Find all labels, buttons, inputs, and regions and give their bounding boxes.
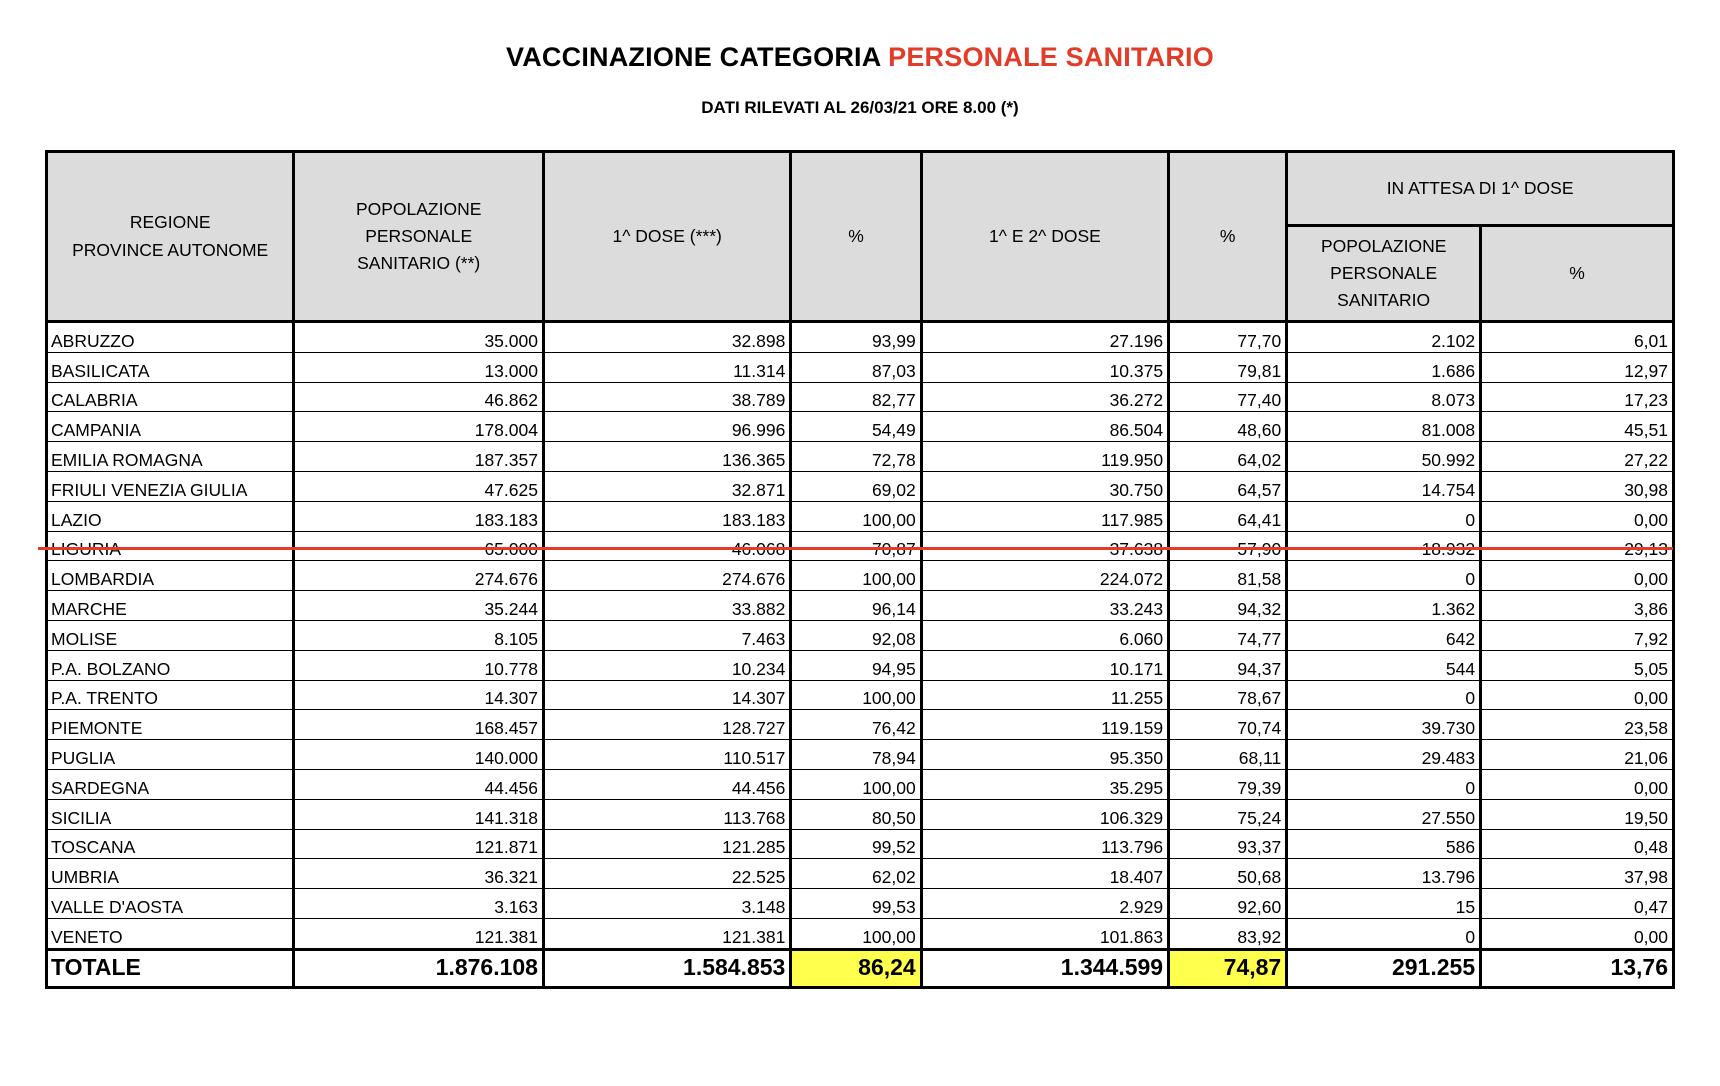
cell-value: 79,81: [1169, 352, 1287, 382]
table-row: [47, 322, 1674, 353]
red-underline-mark: [38, 547, 1673, 550]
table-row: [47, 352, 1674, 382]
cell-value: 3,86: [1481, 591, 1674, 621]
region-name: P.A. BOLZANO: [47, 650, 294, 680]
cell-value: [294, 531, 544, 561]
total-value: 74,87: [1169, 949, 1287, 987]
cell-value: 0: [1287, 501, 1481, 531]
cell-value: 79,39: [1169, 769, 1287, 799]
table-row: [47, 740, 1674, 770]
cell-value: 8.105: [294, 620, 544, 650]
cell-value: 82,77: [791, 382, 921, 412]
cell-value: 77,40: [1169, 382, 1287, 412]
cell-value: 0: [1287, 680, 1481, 710]
cell-value: 30.750: [921, 471, 1168, 501]
cell-value: 14.754: [1287, 471, 1481, 501]
cell-value: 83,92: [1169, 918, 1287, 949]
table-row: [47, 382, 1674, 412]
title-red: PERSONALE SANITARIO: [888, 42, 1214, 72]
region-name: P.A. TRENTO: [47, 680, 294, 710]
table-row: [47, 710, 1674, 740]
cell-value: 22.525: [543, 859, 790, 889]
cell-value: [1287, 531, 1481, 561]
cell-value: 2.929: [921, 889, 1168, 919]
header-pct2: %: [1169, 152, 1287, 322]
table-row: [47, 591, 1674, 621]
total-value: 1.876.108: [294, 949, 544, 987]
cell-value: 32.871: [543, 471, 790, 501]
cell-value: 7.463: [543, 620, 790, 650]
cell-value: 50,68: [1169, 859, 1287, 889]
cell-value: 1.686: [1287, 352, 1481, 382]
cell-value: 21,06: [1481, 740, 1674, 770]
region-name: ABRUZZO: [47, 322, 294, 353]
cell-value: 75,24: [1169, 799, 1287, 829]
cell-value: 37,98: [1481, 859, 1674, 889]
cell-value: 119.159: [921, 710, 1168, 740]
cell-value: 183.183: [543, 501, 790, 531]
cell-value: 5,05: [1481, 650, 1674, 680]
total-label: TOTALE: [47, 949, 294, 987]
cell-value: 33.243: [921, 591, 1168, 621]
cell-value: 121.285: [543, 829, 790, 859]
cell-value: 113.768: [543, 799, 790, 829]
cell-value: 93,99: [791, 322, 921, 353]
cell-value: 64,41: [1169, 501, 1287, 531]
cell-value: 7,92: [1481, 620, 1674, 650]
cell-value: 99,53: [791, 889, 921, 919]
table-row: [47, 501, 1674, 531]
cell-value: 80,50: [791, 799, 921, 829]
cell-value: [543, 531, 790, 561]
region-name: BASILICATA: [47, 352, 294, 382]
cell-value: 187.357: [294, 442, 544, 472]
header-dose12: 1^ E 2^ DOSE: [921, 152, 1168, 322]
cell-value: 117.985: [921, 501, 1168, 531]
cell-value: 46.862: [294, 382, 544, 412]
cell-value: 119.950: [921, 442, 1168, 472]
table-row: [47, 918, 1674, 949]
cell-value: 121.871: [294, 829, 544, 859]
region-name: [47, 531, 294, 561]
cell-value: 0,48: [1481, 829, 1674, 859]
cell-value: 100,00: [791, 769, 921, 799]
cell-value: 99,52: [791, 829, 921, 859]
cell-value: 106.329: [921, 799, 1168, 829]
cell-value: 95.350: [921, 740, 1168, 770]
cell-value: 36.272: [921, 382, 1168, 412]
table-row: [47, 531, 1674, 561]
table-row: [47, 412, 1674, 442]
total-value: 291.255: [1287, 949, 1481, 987]
region-name: PIEMONTE: [47, 710, 294, 740]
table-row: [47, 650, 1674, 680]
table-row: [47, 620, 1674, 650]
cell-value: 0: [1287, 561, 1481, 591]
page-title: [0, 42, 1720, 73]
cell-value: 0,00: [1481, 769, 1674, 799]
table-row: [47, 769, 1674, 799]
cell-value: [1481, 531, 1674, 561]
cell-value: 100,00: [791, 561, 921, 591]
cell-value: 100,00: [791, 501, 921, 531]
cell-value: 224.072: [921, 561, 1168, 591]
cell-value: 10.171: [921, 650, 1168, 680]
cell-value: 32.898: [543, 322, 790, 353]
cell-value: 13.000: [294, 352, 544, 382]
cell-value: 0,00: [1481, 918, 1674, 949]
cell-value: 23,58: [1481, 710, 1674, 740]
cell-value: 35.295: [921, 769, 1168, 799]
cell-value: 140.000: [294, 740, 544, 770]
cell-value: 10.778: [294, 650, 544, 680]
cell-value: 11.314: [543, 352, 790, 382]
region-name: VALLE D'AOSTA: [47, 889, 294, 919]
header-dose1: 1^ DOSE (***): [543, 152, 790, 322]
table-row: [47, 829, 1674, 859]
header-waiting-pct: %: [1481, 226, 1674, 322]
total-value: 1.344.599: [921, 949, 1168, 987]
cell-value: 35.000: [294, 322, 544, 353]
cell-value: 70,74: [1169, 710, 1287, 740]
cell-value: 27.550: [1287, 799, 1481, 829]
region-name: LAZIO: [47, 501, 294, 531]
cell-value: 100,00: [791, 918, 921, 949]
cell-value: 44.456: [294, 769, 544, 799]
region-name: EMILIA ROMAGNA: [47, 442, 294, 472]
region-name: UMBRIA: [47, 859, 294, 889]
cell-value: 101.863: [921, 918, 1168, 949]
table-row: [47, 889, 1674, 919]
cell-value: 136.365: [543, 442, 790, 472]
cell-value: 81,58: [1169, 561, 1287, 591]
cell-value: 10.234: [543, 650, 790, 680]
cell-value: 87,03: [791, 352, 921, 382]
cell-value: 544: [1287, 650, 1481, 680]
cell-value: 141.318: [294, 799, 544, 829]
cell-value: 39.730: [1287, 710, 1481, 740]
cell-value: 0,47: [1481, 889, 1674, 919]
cell-value: 78,94: [791, 740, 921, 770]
cell-value: 74,77: [1169, 620, 1287, 650]
cell-value: [791, 531, 921, 561]
cell-value: 68,11: [1169, 740, 1287, 770]
cell-value: 274.676: [543, 561, 790, 591]
region-name: LOMBARDIA: [47, 561, 294, 591]
cell-value: 33.882: [543, 591, 790, 621]
total-value: 1.584.853: [543, 949, 790, 987]
cell-value: 54,49: [791, 412, 921, 442]
table-row: [47, 680, 1674, 710]
cell-value: 47.625: [294, 471, 544, 501]
cell-value: 72,78: [791, 442, 921, 472]
cell-value: 6.060: [921, 620, 1168, 650]
cell-value: 128.727: [543, 710, 790, 740]
region-name: MOLISE: [47, 620, 294, 650]
cell-value: 27,22: [1481, 442, 1674, 472]
cell-value: 15: [1287, 889, 1481, 919]
cell-value: 48,60: [1169, 412, 1287, 442]
cell-value: 0: [1287, 918, 1481, 949]
cell-value: 18.407: [921, 859, 1168, 889]
cell-value: 11.255: [921, 680, 1168, 710]
cell-value: 10.375: [921, 352, 1168, 382]
header-population: POPOLAZIONE PERSONALE SANITARIO (**): [294, 152, 544, 322]
cell-value: 64,57: [1169, 471, 1287, 501]
cell-value: 1.362: [1287, 591, 1481, 621]
cell-value: 50.992: [1287, 442, 1481, 472]
region-name: FRIULI VENEZIA GIULIA: [47, 471, 294, 501]
title-black: VACCINAZIONE CATEGORIA: [506, 42, 881, 72]
header-pct1: %: [791, 152, 921, 322]
cell-value: 94,37: [1169, 650, 1287, 680]
cell-value: 92,08: [791, 620, 921, 650]
cell-value: 168.457: [294, 710, 544, 740]
total-value: 13,76: [1481, 949, 1674, 987]
cell-value: 64,02: [1169, 442, 1287, 472]
cell-value: 17,23: [1481, 382, 1674, 412]
region-name: SICILIA: [47, 799, 294, 829]
page-subtitle: DATI RILEVATI AL 26/03/21 ORE 8.00 (*): [701, 98, 1019, 117]
cell-value: 92,60: [1169, 889, 1287, 919]
header-waiting: IN ATTESA DI 1^ DOSE: [1287, 152, 1674, 226]
table-row: [47, 799, 1674, 829]
total-value: 86,24: [791, 949, 921, 987]
cell-value: 8.073: [1287, 382, 1481, 412]
cell-value: 77,70: [1169, 322, 1287, 353]
cell-value: 93,37: [1169, 829, 1287, 859]
cell-value: 3.163: [294, 889, 544, 919]
cell-value: 0: [1287, 769, 1481, 799]
cell-value: 96.996: [543, 412, 790, 442]
header-waiting-population: POPOLAZIONE PERSONALE SANITARIO: [1287, 226, 1481, 322]
cell-value: 183.183: [294, 501, 544, 531]
cell-value: 62,02: [791, 859, 921, 889]
cell-value: 78,67: [1169, 680, 1287, 710]
cell-value: 110.517: [543, 740, 790, 770]
cell-value: 14.307: [294, 680, 544, 710]
cell-value: [1169, 531, 1287, 561]
cell-value: 100,00: [791, 680, 921, 710]
cell-value: 29.483: [1287, 740, 1481, 770]
cell-value: 76,42: [791, 710, 921, 740]
region-name: PUGLIA: [47, 740, 294, 770]
cell-value: 96,14: [791, 591, 921, 621]
region-name: VENETO: [47, 918, 294, 949]
cell-value: 178.004: [294, 412, 544, 442]
cell-value: 121.381: [294, 918, 544, 949]
cell-value: 121.381: [543, 918, 790, 949]
cell-value: 94,32: [1169, 591, 1287, 621]
cell-value: 13.796: [1287, 859, 1481, 889]
cell-value: 274.676: [294, 561, 544, 591]
total-row: [47, 949, 1674, 987]
cell-value: 36.321: [294, 859, 544, 889]
cell-value: 3.148: [543, 889, 790, 919]
cell-value: 27.196: [921, 322, 1168, 353]
cell-value: 113.796: [921, 829, 1168, 859]
cell-value: 44.456: [543, 769, 790, 799]
region-name: SARDEGNA: [47, 769, 294, 799]
cell-value: 35.244: [294, 591, 544, 621]
cell-value: 2.102: [1287, 322, 1481, 353]
table-row: [47, 442, 1674, 472]
cell-value: 19,50: [1481, 799, 1674, 829]
cell-value: 45,51: [1481, 412, 1674, 442]
table-row: [47, 471, 1674, 501]
cell-value: 38.789: [543, 382, 790, 412]
cell-value: 642: [1287, 620, 1481, 650]
cell-value: 0,00: [1481, 501, 1674, 531]
cell-value: 0,00: [1481, 680, 1674, 710]
table-row: [47, 561, 1674, 591]
region-name: TOSCANA: [47, 829, 294, 859]
cell-value: 86.504: [921, 412, 1168, 442]
region-name: CALABRIA: [47, 382, 294, 412]
cell-value: 14.307: [543, 680, 790, 710]
table-body: [47, 322, 1674, 988]
cell-value: [921, 531, 1168, 561]
table-row: [47, 859, 1674, 889]
cell-value: 12,97: [1481, 352, 1674, 382]
cell-value: 30,98: [1481, 471, 1674, 501]
cell-value: 81.008: [1287, 412, 1481, 442]
cell-value: 94,95: [791, 650, 921, 680]
cell-value: 6,01: [1481, 322, 1674, 353]
cell-value: 586: [1287, 829, 1481, 859]
region-name: MARCHE: [47, 591, 294, 621]
vaccination-table: [45, 150, 1675, 989]
header-region: REGIONE PROVINCE AUTONOME: [47, 152, 294, 322]
region-name: CAMPANIA: [47, 412, 294, 442]
cell-value: 0,00: [1481, 561, 1674, 591]
cell-value: 69,02: [791, 471, 921, 501]
